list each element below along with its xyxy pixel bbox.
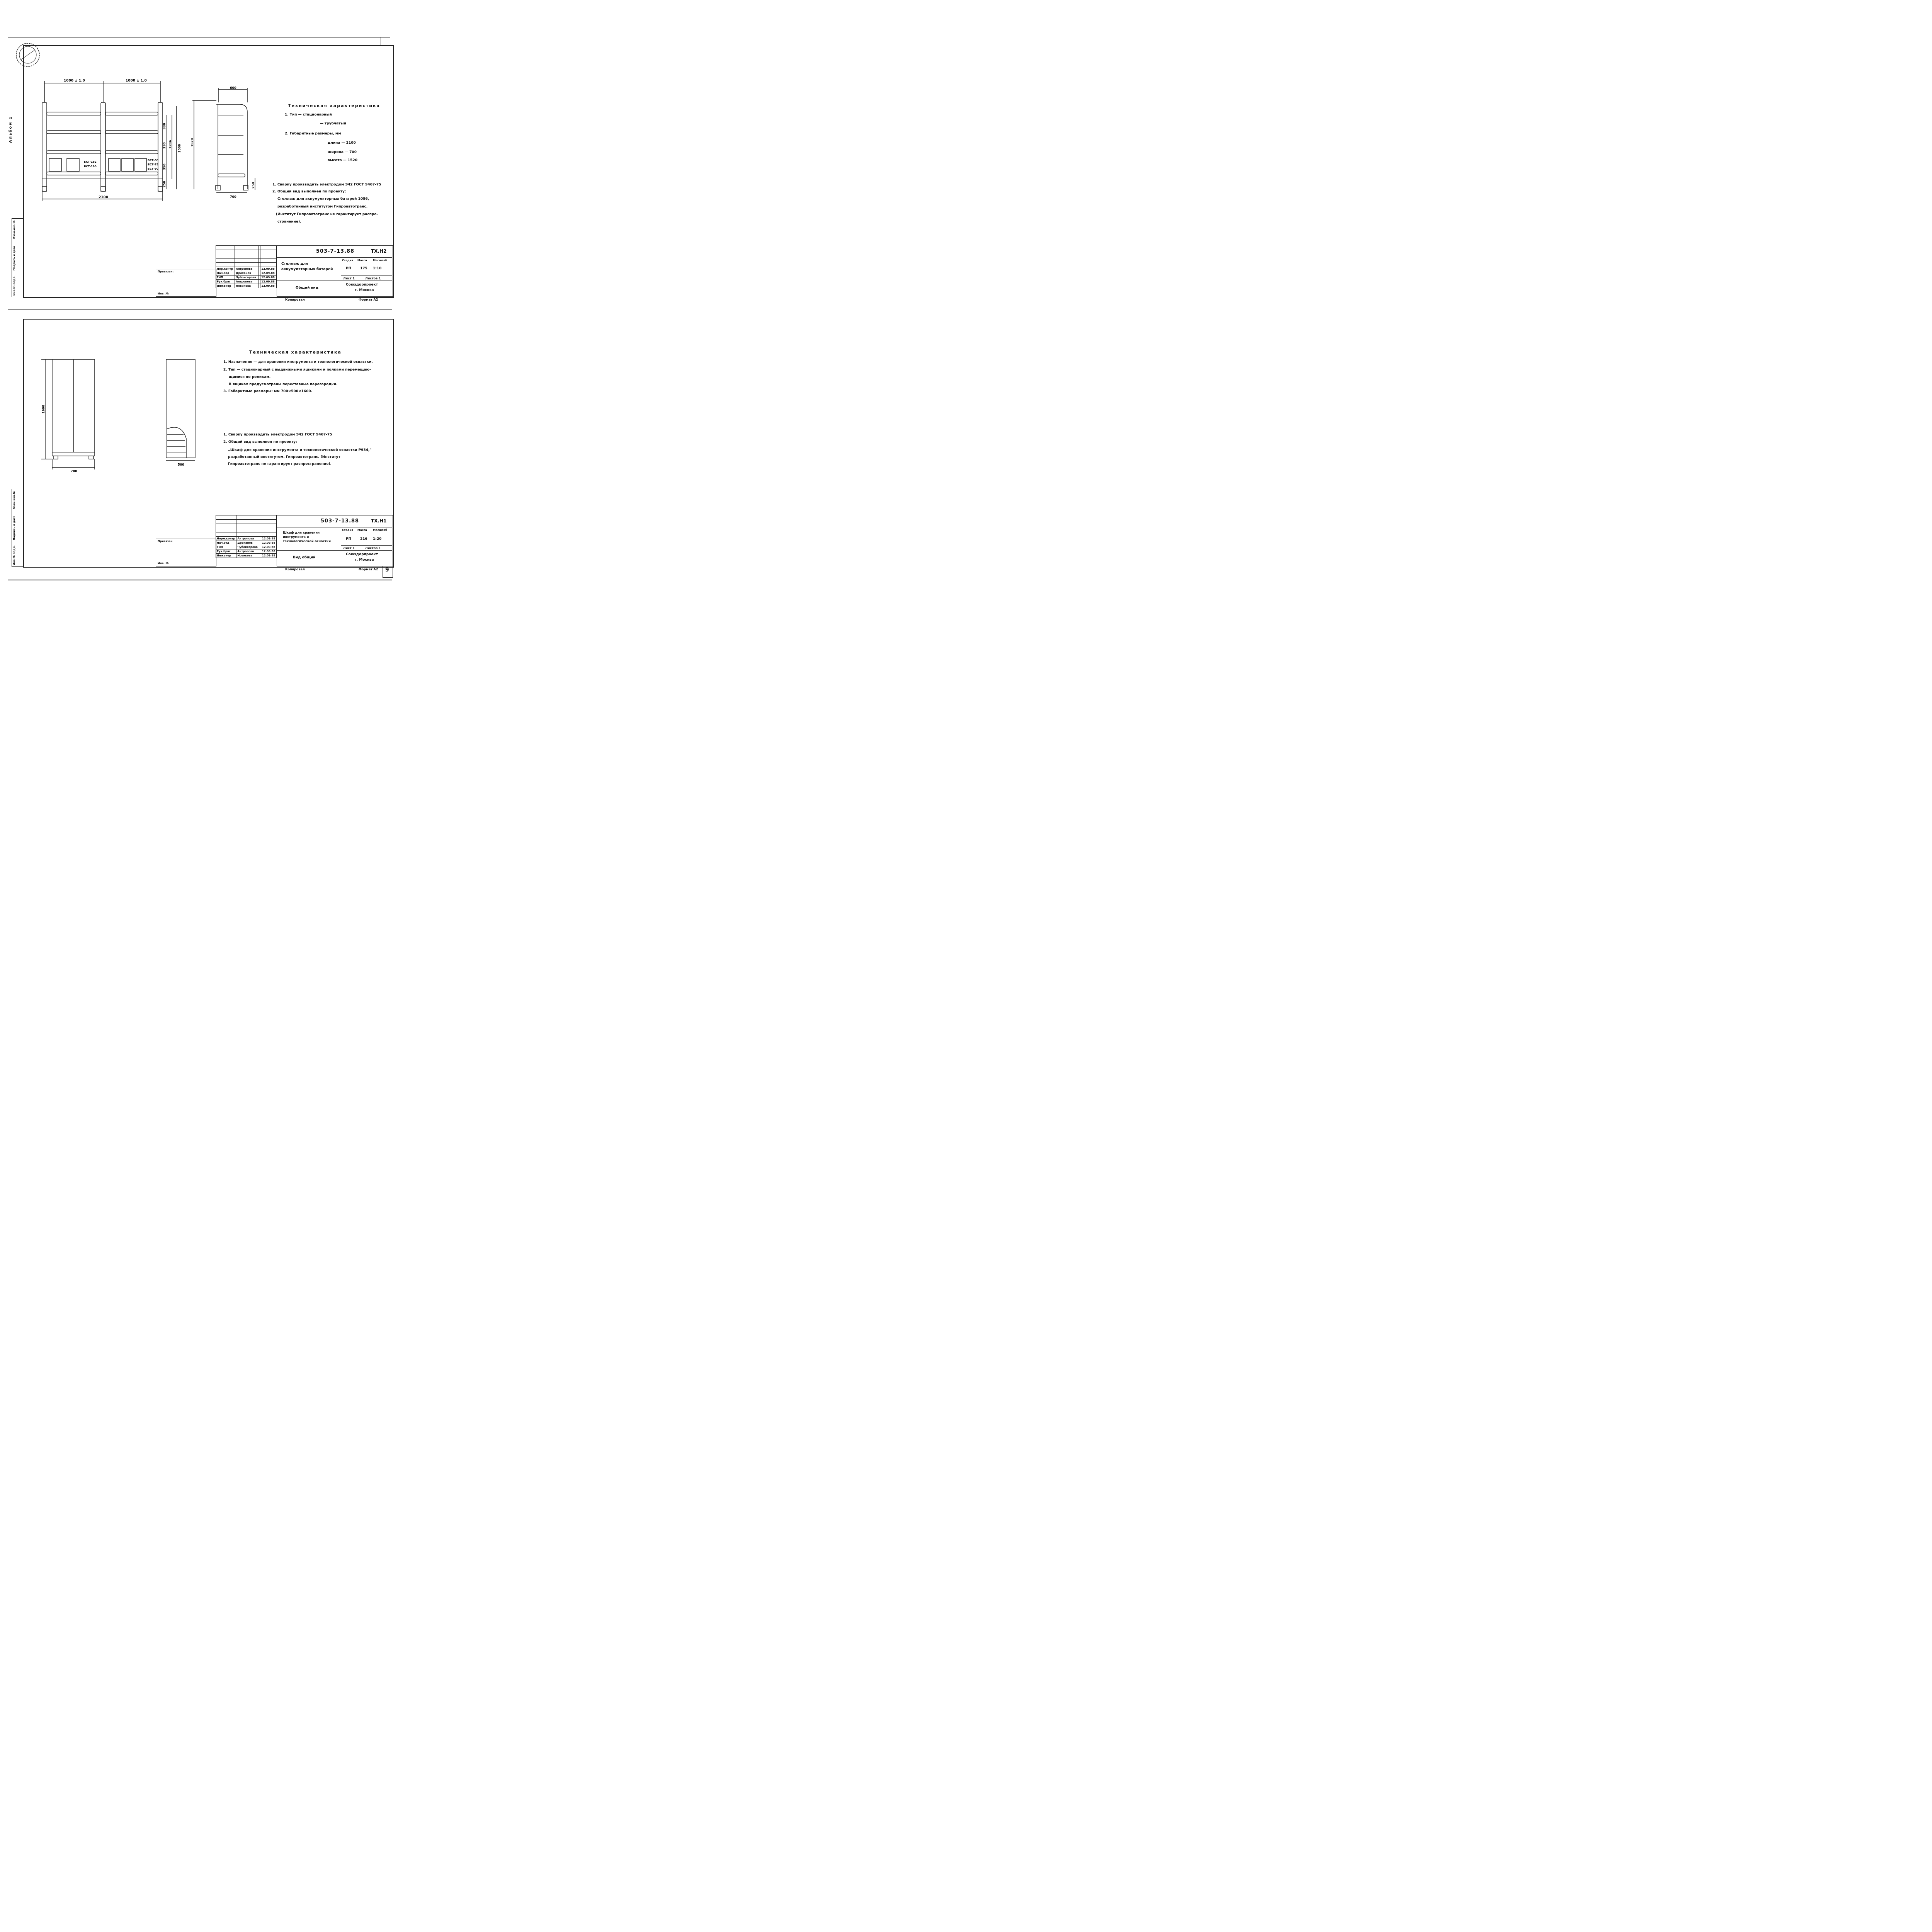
sheet2-tech-line: 3. Габаритные размеры: мм 700×500×1600. [223,389,313,393]
sheet1-signatures [216,245,277,288]
battery-label-90: БСТ-90 [148,167,158,170]
cabinet-side-view [162,355,201,468]
role: ГИП [216,545,236,549]
name: Новикова [236,554,259,558]
dim-cabinet-width: 700 [71,469,77,473]
date: 12.09.88 [260,280,277,284]
date: 12.09.88 [260,276,277,280]
battery-label-190: БСТ-190 [84,165,97,168]
sheet2-code: 503-7-13.88 [321,518,359,524]
sheet2-side-col: Подпись и дата [13,515,16,540]
dim-1284: 1284 [168,140,172,149]
stage-header: Стадия [342,529,353,532]
battery-label-60: БСТ-60 [148,159,158,162]
sheet1-side-col: Подпись и дата [13,246,16,270]
sheet2-view: Вид общий [293,556,316,560]
name: Антропова [236,537,259,541]
sheet2-side-col: Инв.№ подл. [13,545,16,565]
sheet1-tech-line: 1. Тип — стационарный [285,113,332,117]
name: Дроханов [235,271,259,276]
role: Инженер [216,284,235,288]
dim-side-1520: 1520 [190,138,194,147]
role: Нор.контр [216,267,235,271]
org-name: Союздорпроект [346,553,378,556]
sheet2-note: разработанный институтом. Гипроавтотранс. (Институт [228,455,340,459]
sheet2-note: 2. Общий вид выполнен по проекту: [223,440,297,444]
dim-cabinet-height: 1600 [42,405,45,413]
sheet2-tech-line: В ящиках предусмотрены переставные перегородки. [229,383,338,386]
dim-side-700: 700 [230,195,236,199]
copied-label: Копировал [285,298,305,301]
sheet2-tech-line: щимися по роликам. [229,375,271,379]
scale-header: Масштаб [373,259,387,262]
sheet1-tech-line: — трубчатый [320,122,346,126]
battery-label-75: БСТ-75 [148,163,158,166]
sheet-number: Лист 1 [343,546,355,550]
mass-header: Масса [357,259,367,262]
sheet2-sheet-code: ТХ.Н1 [371,518,387,524]
sheet2-note: „Шкаф для хранения инструмента и технологической оснастки Р934," [228,448,372,452]
sheet2-signatures [216,515,277,558]
date: 12.09.88 [261,549,276,554]
role: Инженер [216,554,236,558]
sheet2-title: Шкаф для хранения инструмента и технологической оснастки [283,531,331,543]
dim-side-600: 600 [230,86,236,90]
scale-header: Масштаб [373,529,387,532]
dim-total-length: 2100 [99,196,109,199]
name: Чубоксарова [235,276,259,280]
sheet1-view: Общий вид [296,286,318,290]
sheet1-sheet-code: ТХ.Н2 [371,248,387,254]
org-name: Союздорпроект [346,283,378,287]
format-label: Формат А2 [359,298,378,301]
dim-side-250: 250 [252,182,255,189]
stage-value: РП [346,537,352,541]
dim-330-mid: 330 [163,142,166,149]
battery-label-182: БСТ-182 [84,160,97,163]
sheets-total: Листов 1 [365,546,381,550]
copied-label: Копировал [285,568,305,571]
name: Антропова [235,267,259,271]
sheet1-tech-title: Техническая характеристика [288,103,380,108]
sheet1-tech-line: ширина — 700 [328,150,357,154]
role: Норм.контр [216,537,236,541]
sheet1-bound-box [156,269,216,297]
stage-header: Стадия [342,259,353,262]
name: Чубоксарова [236,545,259,549]
scale-value: 1:10 [373,267,382,270]
mass-header: Масса [357,529,367,532]
dim-350: 350 [163,163,166,170]
name: Антропова [235,280,259,284]
name: Антропова [236,549,259,554]
sheet1-note: разработанный институтом Гипроавтотранс. [277,205,368,209]
sheet1-tech-line: 2. Габаритные размеры, мм [285,132,341,136]
date: 12.09.88 [260,271,277,276]
date: 12.09.88 [261,554,276,558]
date: 12.09.88 [261,545,276,549]
format-label: Формат А2 [359,568,378,571]
rack-front-view [37,75,184,207]
role: Нач.отд [216,271,235,276]
role: Рук.бриг [216,280,235,284]
sheet1-note: Стеллаж для аккумуляторных батарей 1086, [277,197,369,201]
sheets-total: Листов 1 [365,277,381,280]
role: ГИП [216,276,235,280]
sheet1-note: 2. Общий вид выполнен по проекту: [272,190,346,194]
sheet-number: Лист 1 [343,277,355,280]
sheet1-inv-label: Инв. № [158,292,169,295]
sheet1-title: Стеллаж для аккумуляторных батарей [281,262,333,271]
sheet-1-corner-box [381,37,392,46]
dim-half-left: 1000 ± 1.0 [64,79,85,83]
sheet2-tech-line: 2. Тип — стационарный с выдвижными ящиками и полками перемещаю- [223,368,371,372]
mass-value: 216 [360,537,367,541]
sheet1-note: странение). [277,220,301,224]
dim-half-right: 1000 ± 1.0 [126,79,147,83]
sheet-separator [8,309,392,310]
sheet1-side-col: Взам.инв.№ [13,220,16,239]
mass-value: 175 [360,267,367,270]
dim-cabinet-depth: 500 [178,463,184,466]
rack-side-view [185,85,263,201]
name: Дроханов [236,541,259,545]
sheet2-side-col: Взам.инв.№ [13,491,16,509]
page-number: 9 [385,567,389,573]
sheet1-code: 503-7-13.88 [316,248,355,254]
role: Нач.отд [216,541,236,545]
org-city: г. Москва [355,288,374,292]
date: 12.09.88 [260,267,277,271]
date: 12.09.88 [261,537,276,541]
sheet2-bound-box [156,539,216,566]
date: 12.09.88 [261,541,276,545]
scale-value: 1:20 [373,537,382,541]
cabinet-front-view [37,355,100,475]
stage-value: РП [346,267,352,270]
date: 12.09.88 [260,284,277,288]
sheet1-side-col: Инв.№ подл. [13,276,16,296]
org-city: г. Москва [355,558,374,562]
sheet2-note: Гипроавтотранс не гарантирует распространение). [228,462,332,466]
sheet1-tech-line: высота — 1520 [328,158,357,162]
dim-330-top: 330 [163,123,166,129]
sheet1-bound-label: Привязан: [158,270,174,273]
role: Рук.бриг [216,549,236,554]
sheet1-note: 1. Сварку производить электродом Э42 ГОСТ 9467-75 [272,183,381,187]
sheet2-tech-title: Техническая характеристика [249,350,342,355]
institute-seal [12,39,44,71]
name: Новикова [235,284,259,288]
sheet2-note: 1. Сварку производить электродом Э42 ГОСТ 9467-75 [223,433,332,437]
sheet2-bound-label: Привязан [158,540,173,543]
album-label: Альбом 1 [9,116,13,143]
sheet2-tech-line: 1. Назначение — для хранения инструмента и технологической оснастки. [223,360,373,364]
dim-1500: 1500 [178,144,181,153]
sheet1-note: (Институт Гипроавтотранс не гарантирует распро- [276,213,378,216]
sheet2-inv-label: Инв. № [158,562,169,565]
sheet1-tech-line: длина — 2100 [328,141,356,145]
dim-250: 250 [163,181,166,187]
